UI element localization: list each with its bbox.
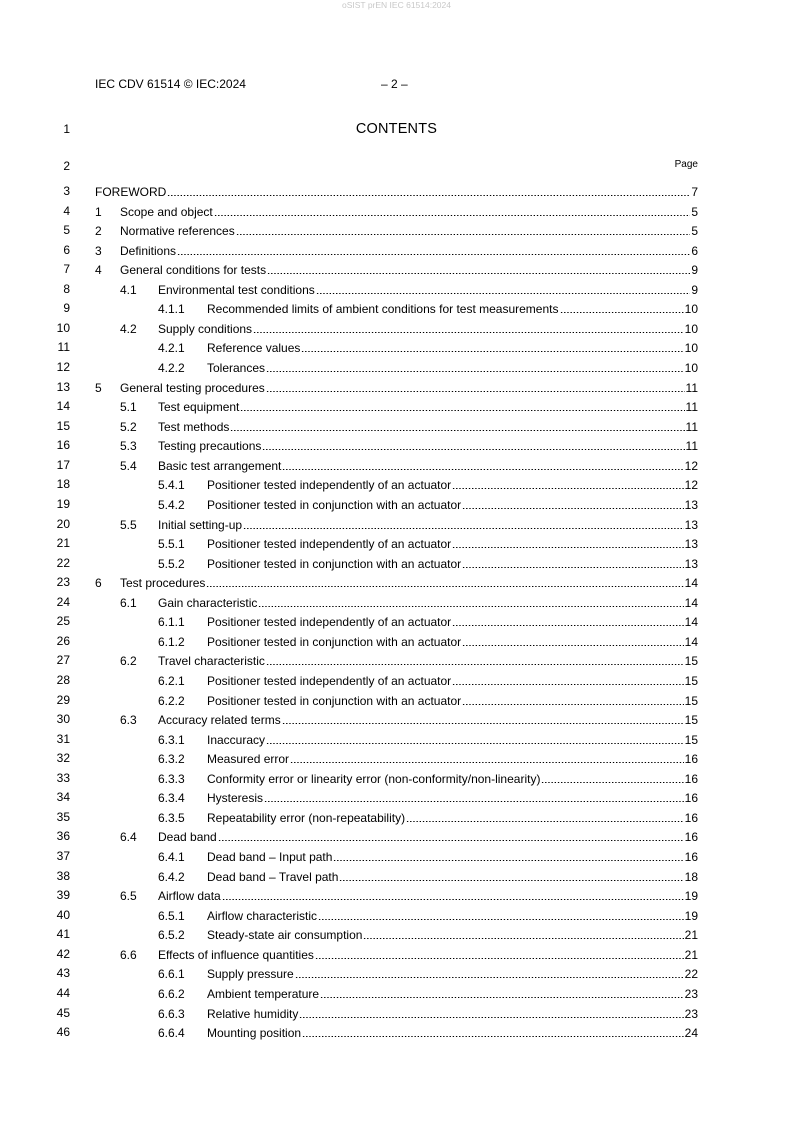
toc-section-number: 6.4.1 <box>158 850 185 865</box>
dot-leader <box>282 458 683 472</box>
toc-entry-title: General testing procedures <box>120 380 265 395</box>
line-number: 45 <box>56 1005 70 1020</box>
line-number: 7 <box>63 262 70 277</box>
dot-leader <box>302 1025 684 1039</box>
line-number: 14 <box>56 399 70 414</box>
toc-section-number: 4.1 <box>120 282 137 297</box>
toc-section-number: 6.1.2 <box>158 634 185 649</box>
dot-leader <box>452 536 683 550</box>
toc-page-number: 11 <box>685 419 698 434</box>
toc-section-number: 6.6.2 <box>158 986 185 1001</box>
toc-entry-title: Mounting position <box>207 1026 302 1041</box>
dot-leader <box>218 829 684 843</box>
toc-entry-title: Airflow characteristic <box>207 908 318 923</box>
toc-entry-title: Airflow data <box>158 889 221 904</box>
line-number: 41 <box>56 927 70 942</box>
line-number: 27 <box>56 653 70 668</box>
toc-entry-title: Positioner tested in conjunction with an actuator <box>207 634 462 649</box>
toc-entry[interactable] <box>95 243 698 259</box>
toc-section-number: 5.2 <box>120 419 137 434</box>
line-number: 43 <box>56 966 70 981</box>
toc-entry[interactable] <box>95 810 698 826</box>
line-number: 40 <box>56 907 70 922</box>
line-number: 1 <box>63 122 70 136</box>
toc-page-number: 5 <box>691 224 698 239</box>
toc-entry[interactable] <box>95 888 698 904</box>
dot-leader <box>339 869 683 883</box>
dot-leader <box>214 204 691 218</box>
line-number: 19 <box>56 496 70 511</box>
toc-entry[interactable] <box>95 536 698 552</box>
dot-leader <box>363 927 683 941</box>
toc-page-number: 14 <box>684 595 698 610</box>
toc-entry-title: Test procedures <box>120 576 206 591</box>
toc-section-number: 4.2.1 <box>158 341 185 356</box>
toc-entry-title: Measured error <box>207 752 290 767</box>
line-number: 32 <box>56 751 70 766</box>
dot-leader <box>406 810 684 824</box>
dot-leader <box>299 1006 683 1020</box>
toc-entry[interactable] <box>95 614 698 630</box>
toc-section-number: 6.6.4 <box>158 1026 185 1041</box>
toc-page-number: 10 <box>684 341 698 356</box>
toc-entry[interactable] <box>95 517 698 533</box>
toc-entry-title: Environmental test conditions <box>158 282 315 297</box>
line-number: 21 <box>56 536 70 551</box>
toc-page-number: 16 <box>684 791 698 806</box>
toc-entry[interactable] <box>95 556 698 572</box>
toc-entry-title: Inaccuracy <box>207 732 266 747</box>
dot-leader <box>264 790 684 804</box>
toc-section-number: 5.4.1 <box>158 478 185 493</box>
toc-entry[interactable] <box>95 732 698 748</box>
line-number: 5 <box>63 223 70 238</box>
toc-section-number: 5.5.1 <box>158 537 185 552</box>
toc-page-number: 14 <box>684 615 698 630</box>
toc-entry-title: FOREWORD <box>95 185 167 199</box>
toc-page-number: 9 <box>691 263 698 278</box>
toc-section-number: 6.3.5 <box>158 810 185 825</box>
toc-section-number: 5.4 <box>120 458 137 473</box>
toc-entry-title: Positioner tested independently of an actuator <box>207 615 452 630</box>
toc-entry[interactable] <box>95 262 698 278</box>
line-number: 23 <box>56 575 70 590</box>
line-number: 6 <box>63 242 70 257</box>
toc-section-number: 6.5.1 <box>158 908 185 923</box>
toc-section-number: 3 <box>95 243 102 258</box>
toc-entry-title: Initial setting-up <box>158 517 243 532</box>
toc-entry[interactable] <box>95 595 698 611</box>
document-id: IEC CDV 61514 © IEC:2024 <box>95 77 246 91</box>
toc-section-number: 4.2.2 <box>158 361 185 376</box>
toc-entry-title: Positioner tested in conjunction with an actuator <box>207 497 462 512</box>
dot-leader <box>462 497 683 511</box>
toc-entry-title: Dead band – Input path <box>207 850 333 865</box>
line-number: 3 <box>63 184 70 198</box>
toc-entry-title: Ambient temperature <box>207 986 320 1001</box>
toc-section-number: 6.1 <box>120 595 137 610</box>
toc-page-number: 9 <box>691 282 698 297</box>
line-number: 24 <box>56 594 70 609</box>
dot-leader <box>452 477 683 491</box>
line-number: 9 <box>63 301 70 316</box>
toc-page-number: 6 <box>691 243 698 258</box>
toc-entry-title: Scope and object <box>120 204 213 219</box>
toc-page-number: 23 <box>684 1006 698 1021</box>
toc-section-number: 5 <box>95 380 102 395</box>
toc-entry[interactable] <box>95 497 698 513</box>
toc-entry[interactable] <box>95 927 698 943</box>
toc-section-number: 4.2 <box>120 321 137 336</box>
line-number: 25 <box>56 614 70 629</box>
toc-page-number: 19 <box>684 908 698 923</box>
toc-entry-title: Positioner tested independently of an actuator <box>207 537 452 552</box>
toc-section-number: 5.5.2 <box>158 556 185 571</box>
toc-entry[interactable] <box>95 575 698 591</box>
dot-leader <box>333 849 683 863</box>
toc-entry[interactable] <box>95 986 698 1002</box>
toc-entry[interactable] <box>95 477 698 493</box>
toc-entry[interactable] <box>95 712 698 728</box>
dot-leader <box>240 399 684 413</box>
toc-page-number: 16 <box>684 752 698 767</box>
toc-entry-title: Test methods <box>158 419 230 434</box>
dot-leader <box>316 282 691 296</box>
toc-entry[interactable] <box>95 184 698 200</box>
toc-section-number: 6.4.2 <box>158 869 185 884</box>
toc-section-number: 1 <box>95 204 102 219</box>
toc-entry[interactable] <box>95 693 698 709</box>
toc-entry-title: Gain characteristic <box>158 595 258 610</box>
toc-page-number: 12 <box>684 458 698 473</box>
toc-page-number: 23 <box>684 986 698 1001</box>
toc-page-number: 11 <box>685 400 698 415</box>
toc-page-number: 13 <box>684 537 698 552</box>
toc-entry-title: Relative humidity <box>207 1006 299 1021</box>
toc-page-number: 16 <box>684 771 698 786</box>
toc-entry-title: Conformity error or linearity error (non-conformity/non-linearity) <box>207 771 541 786</box>
toc-entry[interactable] <box>95 419 698 435</box>
toc-entry[interactable] <box>95 790 698 806</box>
page-marker: – 2 – <box>381 77 408 91</box>
toc-entry[interactable] <box>95 438 698 454</box>
watermark: oSIST prEN IEC 61514:2024 <box>342 0 451 10</box>
line-number: 18 <box>56 477 70 492</box>
dot-leader <box>230 419 684 433</box>
toc-entry[interactable] <box>95 771 698 787</box>
toc-entry-title: Positioner tested independently of an actuator <box>207 478 452 493</box>
toc-entry-title: Positioner tested in conjunction with an actuator <box>207 693 462 708</box>
line-number: 11 <box>57 340 70 355</box>
line-number: 46 <box>56 1025 70 1040</box>
toc-entry-title: Supply pressure <box>207 967 294 982</box>
toc-page-number: 21 <box>684 928 698 943</box>
toc-entry-title: Reference values <box>207 341 301 356</box>
toc-page-number: 13 <box>684 517 698 532</box>
toc-page-number: 15 <box>684 654 698 669</box>
toc-page-number: 19 <box>684 889 698 904</box>
line-number: 2 <box>63 159 70 173</box>
dot-leader <box>462 693 683 707</box>
dot-leader <box>266 732 684 746</box>
toc-entry-title: Basic test arrangement <box>158 458 282 473</box>
toc-section-number: 4 <box>95 263 102 278</box>
line-number: 26 <box>56 633 70 648</box>
toc-entry-title: Travel characteristic <box>158 654 265 669</box>
toc-section-number: 6.6.3 <box>158 1006 185 1021</box>
toc-page-number: 7 <box>691 185 698 199</box>
toc-entry-title: Normative references <box>120 224 235 239</box>
toc-entry-title: Positioner tested in conjunction with an actuator <box>207 556 462 571</box>
toc-page-number: 15 <box>684 693 698 708</box>
line-number: 37 <box>56 849 70 864</box>
dot-leader <box>452 614 683 628</box>
toc-page-number: 18 <box>684 869 698 884</box>
line-number: 42 <box>56 946 70 961</box>
line-number: 28 <box>56 673 70 687</box>
toc-page-number: 24 <box>684 1026 698 1041</box>
toc-section-number: 6.6.1 <box>158 967 185 982</box>
toc-page-number: 5 <box>691 204 698 219</box>
toc-page-number: 14 <box>684 634 698 649</box>
toc-page-number: 10 <box>684 361 698 376</box>
toc-entry[interactable] <box>95 360 698 376</box>
toc-page-number: 13 <box>684 556 698 571</box>
toc-page-number: 22 <box>684 967 698 982</box>
line-number: 13 <box>56 379 70 394</box>
toc-entry[interactable] <box>95 966 698 982</box>
toc-entry[interactable] <box>95 849 698 865</box>
toc-section-number: 6.2.1 <box>158 674 185 688</box>
toc-entry-title: Steady-state air consumption <box>207 928 363 943</box>
toc-entry-title: Hysteresis <box>207 791 264 806</box>
toc-section-number: 6.5.2 <box>158 928 185 943</box>
toc-section-number: 4.1.1 <box>158 302 185 317</box>
toc-entry[interactable] <box>95 653 698 669</box>
dot-leader <box>462 634 683 648</box>
dot-leader <box>320 986 684 1000</box>
toc-entry-title: Testing precautions <box>158 439 262 454</box>
line-number: 12 <box>56 360 70 375</box>
line-number: 4 <box>63 203 70 218</box>
dot-leader <box>222 888 684 902</box>
toc-section-number: 6.2.2 <box>158 693 185 708</box>
toc-page-number: 21 <box>684 947 698 962</box>
dot-leader <box>282 712 684 726</box>
toc-entry-title: Positioner tested independently of an actuator <box>207 674 452 688</box>
toc-entry[interactable] <box>95 869 698 885</box>
toc-entry[interactable] <box>95 829 698 845</box>
dot-leader <box>253 321 684 335</box>
dot-leader <box>236 223 691 237</box>
line-number: 20 <box>56 516 70 531</box>
dot-leader <box>452 673 683 687</box>
toc-entry[interactable] <box>95 1025 698 1041</box>
dot-leader <box>206 575 683 589</box>
line-number: 35 <box>56 809 70 824</box>
line-number: 10 <box>56 320 70 335</box>
toc-entry[interactable] <box>95 1006 698 1022</box>
toc-entry[interactable] <box>95 947 698 963</box>
toc-page-number: 15 <box>684 732 698 747</box>
line-number: 17 <box>56 457 70 472</box>
toc-entry-title: Accuracy related terms <box>158 713 281 728</box>
toc-section-number: 6.5 <box>120 889 137 904</box>
dot-leader <box>301 340 683 354</box>
line-number: 38 <box>56 868 70 883</box>
toc-entry[interactable] <box>95 458 698 474</box>
toc-page-number: 10 <box>684 321 698 336</box>
toc-section-number: 6.3.1 <box>158 732 185 747</box>
toc-entry-title: Tolerances <box>207 361 266 376</box>
toc-entry-title: Effects of influence quantities <box>158 947 314 962</box>
toc-page-number: 15 <box>684 674 698 688</box>
line-number: 8 <box>63 281 70 296</box>
toc-section-number: 6.3 <box>120 713 137 728</box>
line-number: 15 <box>56 418 70 433</box>
toc-entry-title: Recommended limits of ambient conditions for test measurements <box>207 302 559 317</box>
dot-leader <box>266 653 684 667</box>
dot-leader <box>295 966 684 980</box>
toc-entry[interactable] <box>95 673 698 689</box>
toc-section-number: 5.5 <box>120 517 137 532</box>
toc-entry[interactable] <box>95 321 698 337</box>
toc-entry[interactable] <box>95 301 698 317</box>
toc-page-number: 12 <box>684 478 698 493</box>
line-number: 39 <box>56 888 70 903</box>
dot-leader <box>560 301 684 315</box>
toc-entry-title: Dead band – Travel path <box>207 869 339 884</box>
dot-leader <box>167 184 690 198</box>
toc-section-number: 6.3.2 <box>158 752 185 767</box>
dot-leader <box>266 380 685 394</box>
toc-entry[interactable] <box>95 751 698 767</box>
line-number: 44 <box>56 985 70 1000</box>
toc-entry[interactable] <box>95 634 698 650</box>
toc-section-number: 5.1 <box>120 400 137 415</box>
toc-entry[interactable] <box>95 380 698 396</box>
toc-entry-title: Test equipment <box>158 400 240 415</box>
toc-section-number: 6.4 <box>120 830 137 845</box>
toc-section-number: 5.3 <box>120 439 137 454</box>
toc-page-number: 14 <box>684 576 698 591</box>
toc-entry[interactable] <box>95 223 698 239</box>
dot-leader <box>177 243 690 257</box>
toc-page-number: 11 <box>685 439 698 454</box>
toc-section-number: 2 <box>95 224 102 239</box>
toc-entry[interactable] <box>95 399 698 415</box>
toc-section-number: 6.3.3 <box>158 771 185 786</box>
dot-leader <box>318 908 684 922</box>
toc-section-number: 6.1.1 <box>158 615 185 630</box>
dot-leader <box>262 438 684 452</box>
toc-section-number: 5.4.2 <box>158 497 185 512</box>
line-number: 34 <box>56 790 70 805</box>
page-column-label: Page <box>674 159 698 170</box>
toc-entry-title: Repeatability error (non-repeatability) <box>207 810 406 825</box>
toc-page-number: 10 <box>684 302 698 317</box>
page-title: CONTENTS <box>355 121 438 137</box>
toc-page-number: 16 <box>684 810 698 825</box>
toc-entry[interactable] <box>95 204 698 220</box>
toc-entry[interactable] <box>95 340 698 356</box>
line-number: 33 <box>56 770 70 785</box>
toc-entry[interactable] <box>95 908 698 924</box>
toc-entry-title: General conditions for tests <box>120 263 267 278</box>
dot-leader <box>267 262 690 276</box>
line-number: 31 <box>56 731 70 746</box>
toc-page-number: 11 <box>685 380 698 395</box>
toc-section-number: 6.2 <box>120 654 137 669</box>
dot-leader <box>462 556 683 570</box>
line-number: 29 <box>56 692 70 707</box>
dot-leader <box>243 517 684 531</box>
toc-page-number: 15 <box>684 713 698 728</box>
toc-section-number: 6.6 <box>120 947 137 962</box>
dot-leader <box>315 947 684 961</box>
line-number: 16 <box>56 438 70 453</box>
toc-page-number: 16 <box>684 830 698 845</box>
toc-section-number: 6 <box>95 576 102 591</box>
dot-leader <box>290 751 684 765</box>
toc-entry-title: Dead band <box>158 830 217 845</box>
toc-page-number: 13 <box>684 497 698 512</box>
line-number: 36 <box>56 829 70 844</box>
line-number: 30 <box>56 712 70 727</box>
toc-section-number: 6.3.4 <box>158 791 185 806</box>
toc-page-number: 16 <box>684 850 698 865</box>
toc-entry-title: Supply conditions <box>158 321 253 336</box>
dot-leader <box>266 360 684 374</box>
toc-entry[interactable] <box>95 282 698 298</box>
line-number: 22 <box>56 555 70 570</box>
toc-entry-title: Definitions <box>120 243 177 258</box>
dot-leader <box>258 595 683 609</box>
dot-leader <box>541 771 683 785</box>
